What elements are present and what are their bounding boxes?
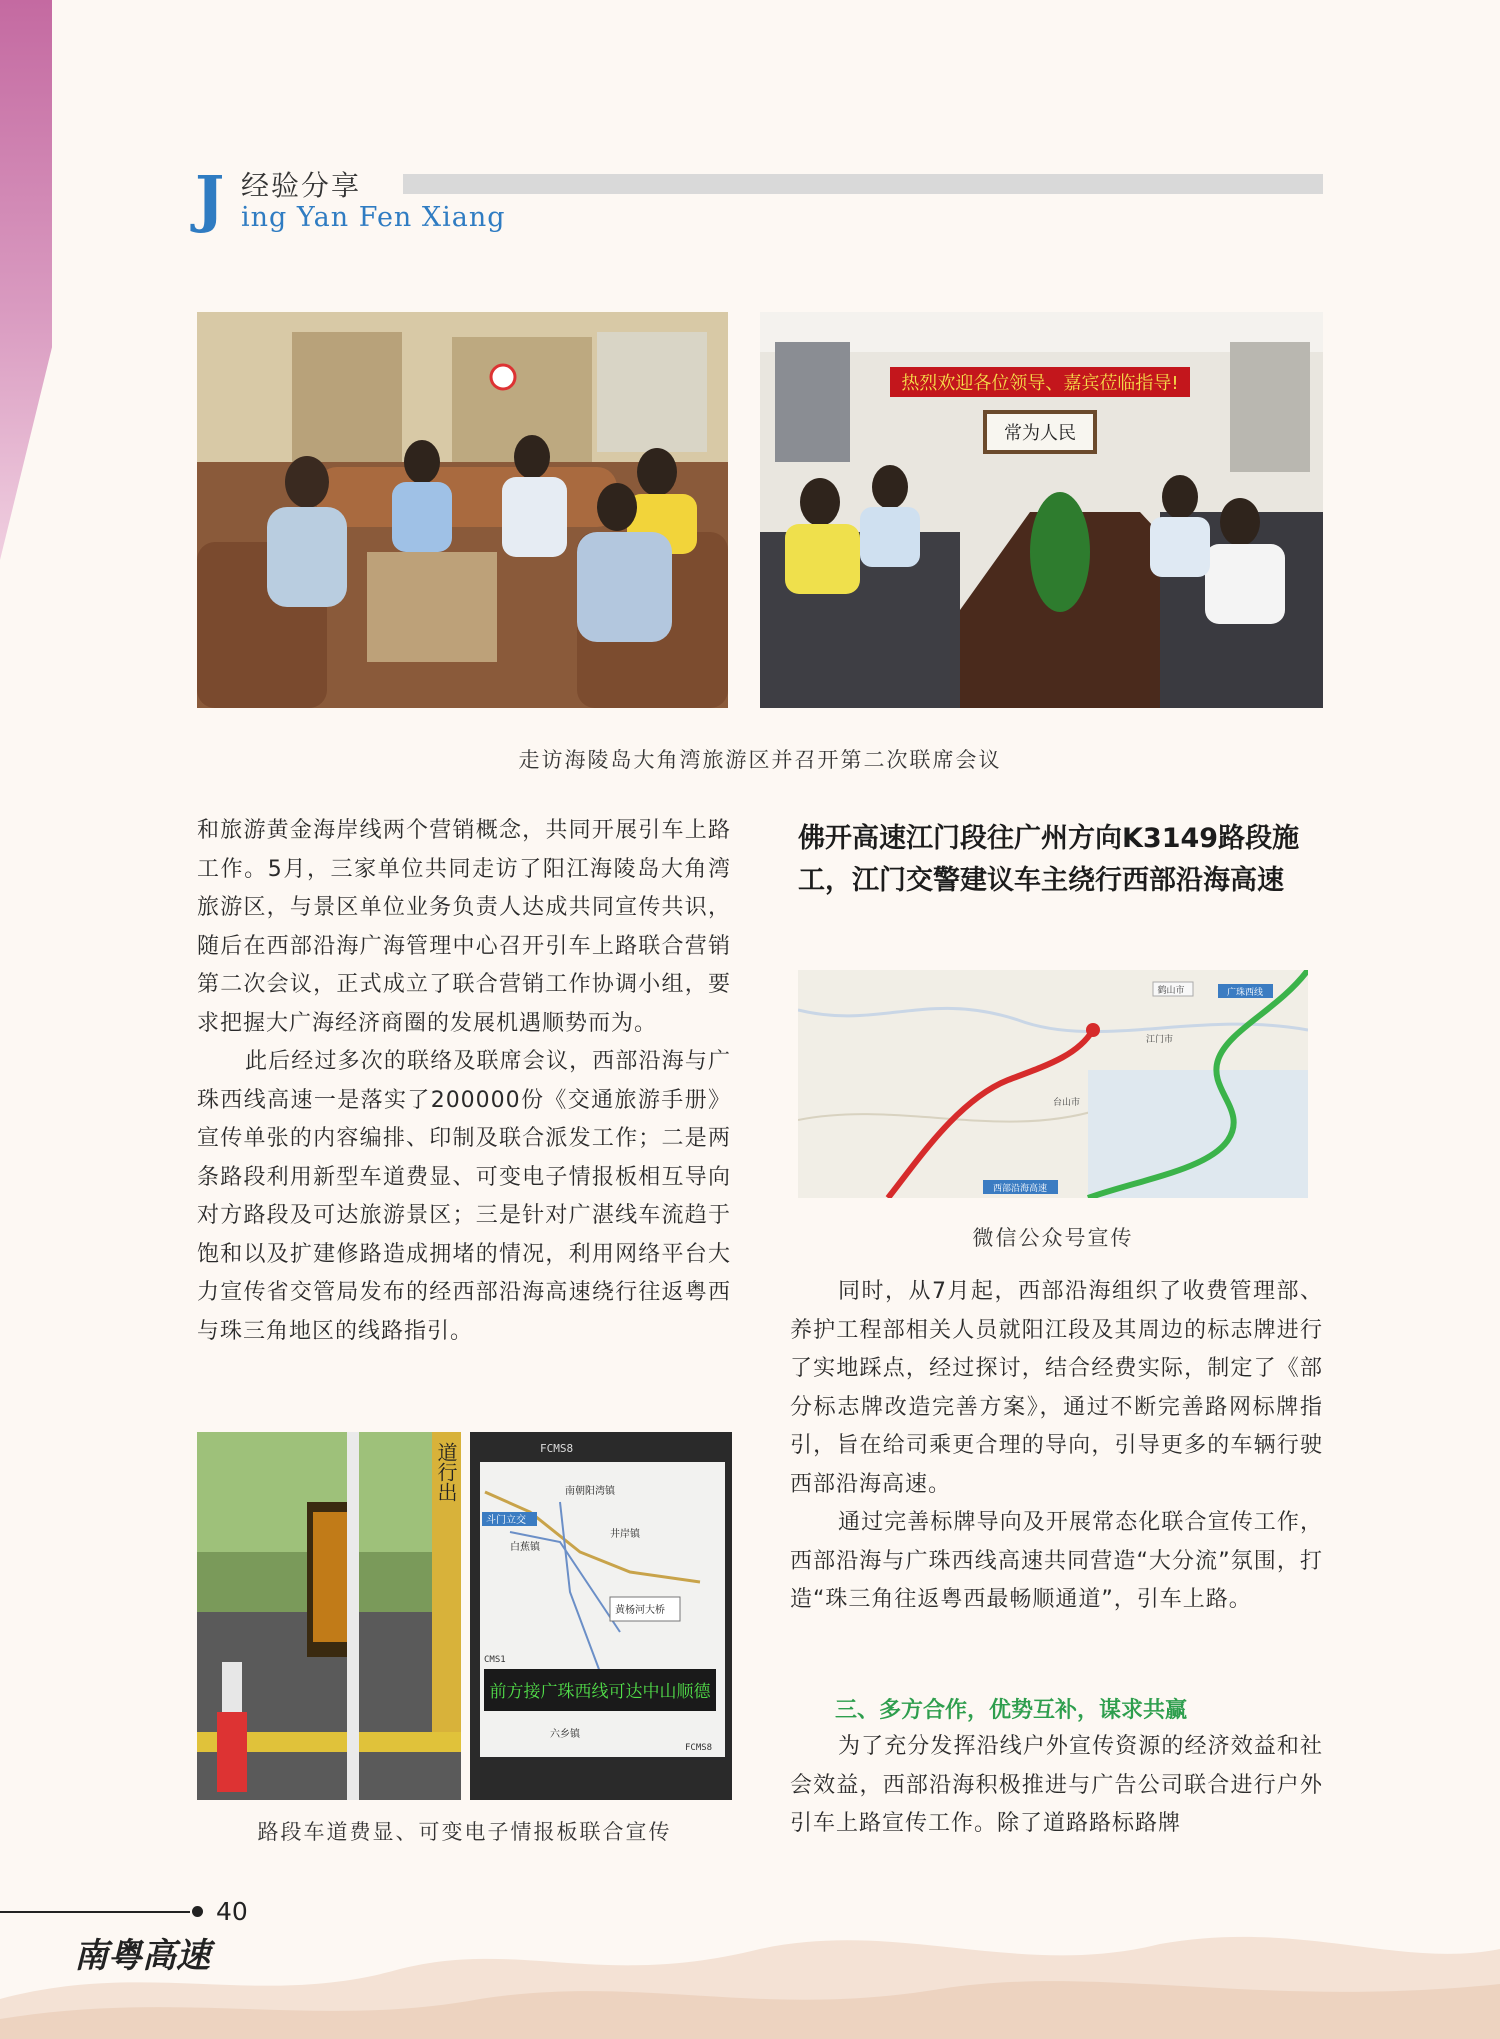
left-column-text	[197, 812, 731, 1351]
photo-sofa-meeting	[197, 312, 728, 708]
photo-vms-screen	[470, 1432, 732, 1800]
screen-place-3: 井岸镇	[610, 1529, 640, 1540]
screen-led-text: 前方接广珠西线可达中山顺德	[489, 1682, 711, 1702]
left-paragraph-2: 此后经过多次的联络及联席会议，西部沿海与广珠西线高速一是落实了200000份《交通旅游手册》宣传单张的内容编排、印制及联合派发工作；二是两条路段利用新型车道费显、可变电子情报板相互导向对方路段及可达旅游景区；三是针对广湛线车流趋于饱和以及扩建修路造成拥堵的情况，利用网络平台大力宣传省交管局发布的经西部沿海高速绕行往返粤西与珠三角地区的线路指引。	[197, 1049, 731, 1344]
map-caption: 微信公众号宣传	[972, 1226, 1134, 1250]
header-initial: J	[195, 162, 225, 235]
right-column-text	[790, 1273, 1323, 1620]
brand-logo: 南粤高速	[74, 1936, 210, 1976]
screen-place-2: 白蕉镇	[510, 1542, 540, 1553]
screen-place-1: 南朝阳湾镇	[565, 1486, 615, 1497]
screen-place-0: 斗门立交	[486, 1515, 526, 1526]
section-header	[195, 160, 1325, 240]
map-label-heshan: 鹤山市	[1157, 986, 1185, 996]
map-label-jiangmen: 江门市	[1146, 1035, 1174, 1045]
header-bar	[403, 174, 1323, 194]
bottom-photos-caption: 路段车道费显、可变电子情报板联合宣传	[257, 1820, 672, 1844]
screen-place-4: 黄杨河大桥	[615, 1605, 665, 1616]
screen-place-5: 六乡镇	[550, 1729, 580, 1740]
wechat-post-title: 佛开高速江门段往广州方向K3149路段施工，江门交警建议车主绕行西部沿海高速	[798, 823, 1300, 896]
side-decoration-band	[0, 0, 52, 560]
section-3-paragraph: 为了充分发挥沿线户外宣传资源的经济效益和社会效益，西部沿海积极推进与广告公司联合进行户外引车上路宣传工作。除了道路路标路牌	[790, 1734, 1323, 1836]
top-photos-caption: 走访海陵岛大角湾旅游区并召开第二次联席会议	[518, 748, 1002, 772]
mountain-decoration	[0, 1849, 1500, 2039]
header-title-cn: 经验分享	[241, 169, 362, 202]
screen-header-text: FCMS8	[540, 1442, 574, 1455]
calligraphy-text: 常为人民	[1004, 423, 1076, 444]
screen-footer-right: FCMS8	[685, 1743, 713, 1753]
right-paragraph-1: 同时，从7月起，西部沿海组织了收费管理部、养护工程部相关人员就阳江段及其周边的标志牌进行了实地踩点，经过探讨，结合经费实际，制定了《部分标志牌改造完善方案》，通过不断完善路网标牌指引，旨在给司乘更合理的导向，引导更多的车辆行驶西部沿海高速。	[790, 1279, 1323, 1497]
welcome-banner-text: 热烈欢迎各位领导、嘉宾莅临指导!	[901, 373, 1179, 394]
photo-toll-lane-sign	[197, 1432, 461, 1800]
section-3-text	[790, 1728, 1323, 1844]
section-heading-3: 三、多方合作，优势互补，谋求共赢	[835, 1698, 1188, 1723]
map-label-xibu-yanhai: 西部沿海高速	[992, 1184, 1048, 1194]
header-title-pinyin: ing Yan Fen Xiang	[241, 202, 506, 233]
toll-sign-text: 道行出	[434, 1442, 458, 1502]
right-paragraph-2: 通过完善标牌导向及开展常态化联合宣传工作，西部沿海与广珠西线高速共同营造“大分流”氛围，打造“珠三角往返粤西最畅顺通道”，引车上路。	[790, 1510, 1323, 1612]
map-label-guangzhu-xixian: 广珠西线	[1226, 988, 1264, 998]
left-paragraph-1: 和旅游黄金海岸线两个营销概念，共同开展引车上路工作。5月，三家单位共同走访了阳江海陵岛大角湾旅游区，与景区单位业务负责人达成共同宣传共识，随后在西部沿海广海管理中心召开引车上路联合营销第二次会议，正式成立了联合营销工作协调小组，要求把握大广海经济商圈的发展机遇顺势而为。	[197, 818, 731, 1036]
page-number: 40	[216, 1897, 248, 1926]
map-label-taishan: 台山市	[1053, 1098, 1081, 1108]
screen-footer-left: CMS1	[484, 1655, 506, 1665]
route-map	[798, 970, 1308, 1198]
photo-conference-room	[760, 312, 1323, 708]
